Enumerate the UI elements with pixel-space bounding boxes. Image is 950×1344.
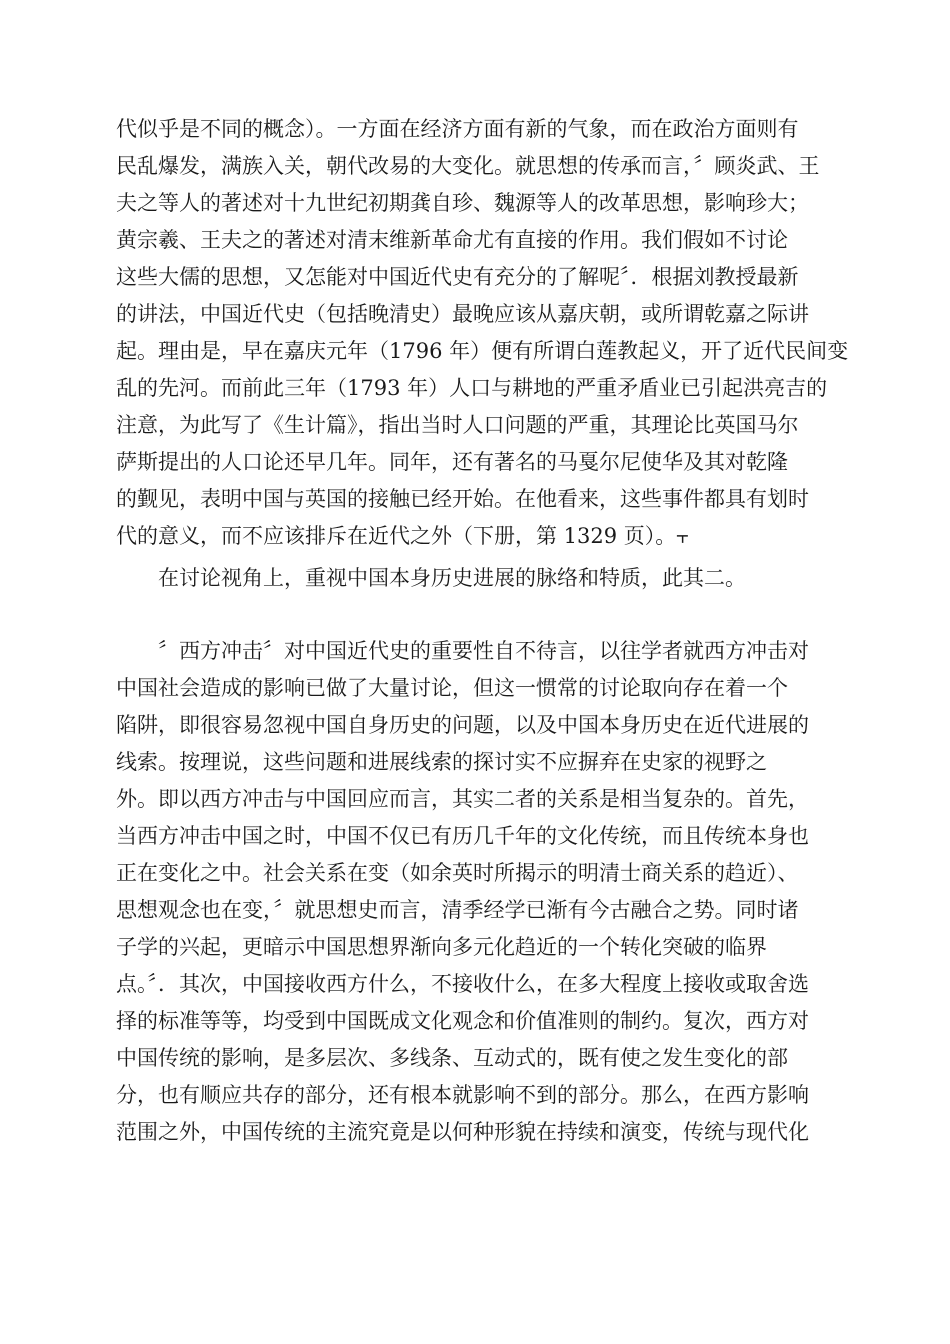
text-line: 在讨论视角上，重视中国本身历史进展的脉络和特质，此其二。: [116, 566, 746, 590]
paragraph-1: [116, 111, 849, 555]
text-line: 分，也有顺应共存的部分，还有根本就影响不到的部分。那么，在西方影响: [116, 1083, 809, 1107]
text-line: 黄宗羲、王夫之的著述对清末维新革命尤有直接的作用。我们假如不讨论: [116, 228, 788, 252]
text-line: 代的意义，而不应该排斥在近代之外（下册，第 1329 页）。⫟: [116, 524, 690, 548]
text-line: 子学的兴起，更暗示中国思想界渐向多元化趋近的一个转化突破的临界: [116, 935, 767, 959]
text-line: 的觐见，表明中国与英国的接触已经开始。在他看来，这些事件都具有划时: [116, 487, 809, 511]
text-line: 范围之外，中国传统的主流究竟是以何种形貌在持续和演变，传统与现代化: [116, 1120, 809, 1144]
text-line: 的讲法，中国近代史（包括晚清史）最晚应该从嘉庆朝，或所谓乾嘉之际讲: [116, 302, 809, 326]
text-line: 正在变化之中。社会关系在变（如余英时所揭示的明清士商关系的趋近）、: [116, 861, 799, 885]
text-line: 民乱爆发，满族入关，朝代改易的大变化。就思想的传承而言，〞顾炎武、王: [116, 154, 820, 178]
paragraph-2: [116, 560, 836, 597]
text-line: 注意，为此写了《生计篇》，指出当时人口问题的严重，其理论比英国马尔: [116, 413, 799, 437]
text-line: 线索。按理说，这些问题和进展线索的探讨实不应摒弃在史家的视野之: [116, 750, 767, 774]
text-line: 夫之等人的著述对十九世纪初期龚自珍、魏源等人的改革思想，影响珍大；: [116, 191, 809, 215]
text-line: 这些大儒的思想，又怎能对中国近代史有充分的了解呢〞．根据刘教授最新: [116, 265, 799, 289]
text-line: 陷阱，即很容易忽视中国自身历史的问题，以及中国本身历史在近代进展的: [116, 713, 809, 737]
paragraph-3: [116, 633, 836, 1151]
text-line: 中国社会造成的影响已做了大量讨论，但这一惯常的讨论取向存在着一个: [116, 676, 788, 700]
text-line: 当西方冲击中国之时，中国不仅已有历几千年的文化传统，而且传统本身也: [116, 824, 809, 848]
text-line: 代似乎是不同的概念）。一方面在经济方面有新的气象，而在政治方面则有: [116, 117, 799, 141]
text-line: 择的标准等等，均受到中国既成文化观念和价值准则的制约。复次，西方对: [116, 1009, 809, 1033]
text-line: 中国传统的影响，是多层次、多线条、互动式的，既有使之发生变化的部: [116, 1046, 788, 1070]
text-line: 〞西方冲击〞对中国近代史的重要性自不待言，以往学者就西方冲击对: [116, 639, 809, 663]
text-line: 思想观念也在变，〞就思想史而言，清季经学已渐有今古融合之势。同时诸: [116, 898, 799, 922]
text-line: 乱的先河。而前此三年（1793 年）人口与耕地的严重矛盾业已引起洪亮吉的: [116, 376, 828, 400]
text-line: 起。理由是，早在嘉庆元年（1796 年）便有所谓白莲教起义，开了近代民间变: [116, 339, 849, 363]
text-line: 外。即以西方冲击与中国回应而言，其实二者的关系是相当复杂的。首先，: [116, 787, 809, 811]
text-line: 点。〞．其次，中国接收西方什么，不接收什么，在多大程度上接收或取舍选: [116, 972, 809, 996]
text-line: 萨斯提出的人口论还早几年。同年，还有著名的马戛尔尼使华及其对乾隆: [116, 450, 788, 474]
